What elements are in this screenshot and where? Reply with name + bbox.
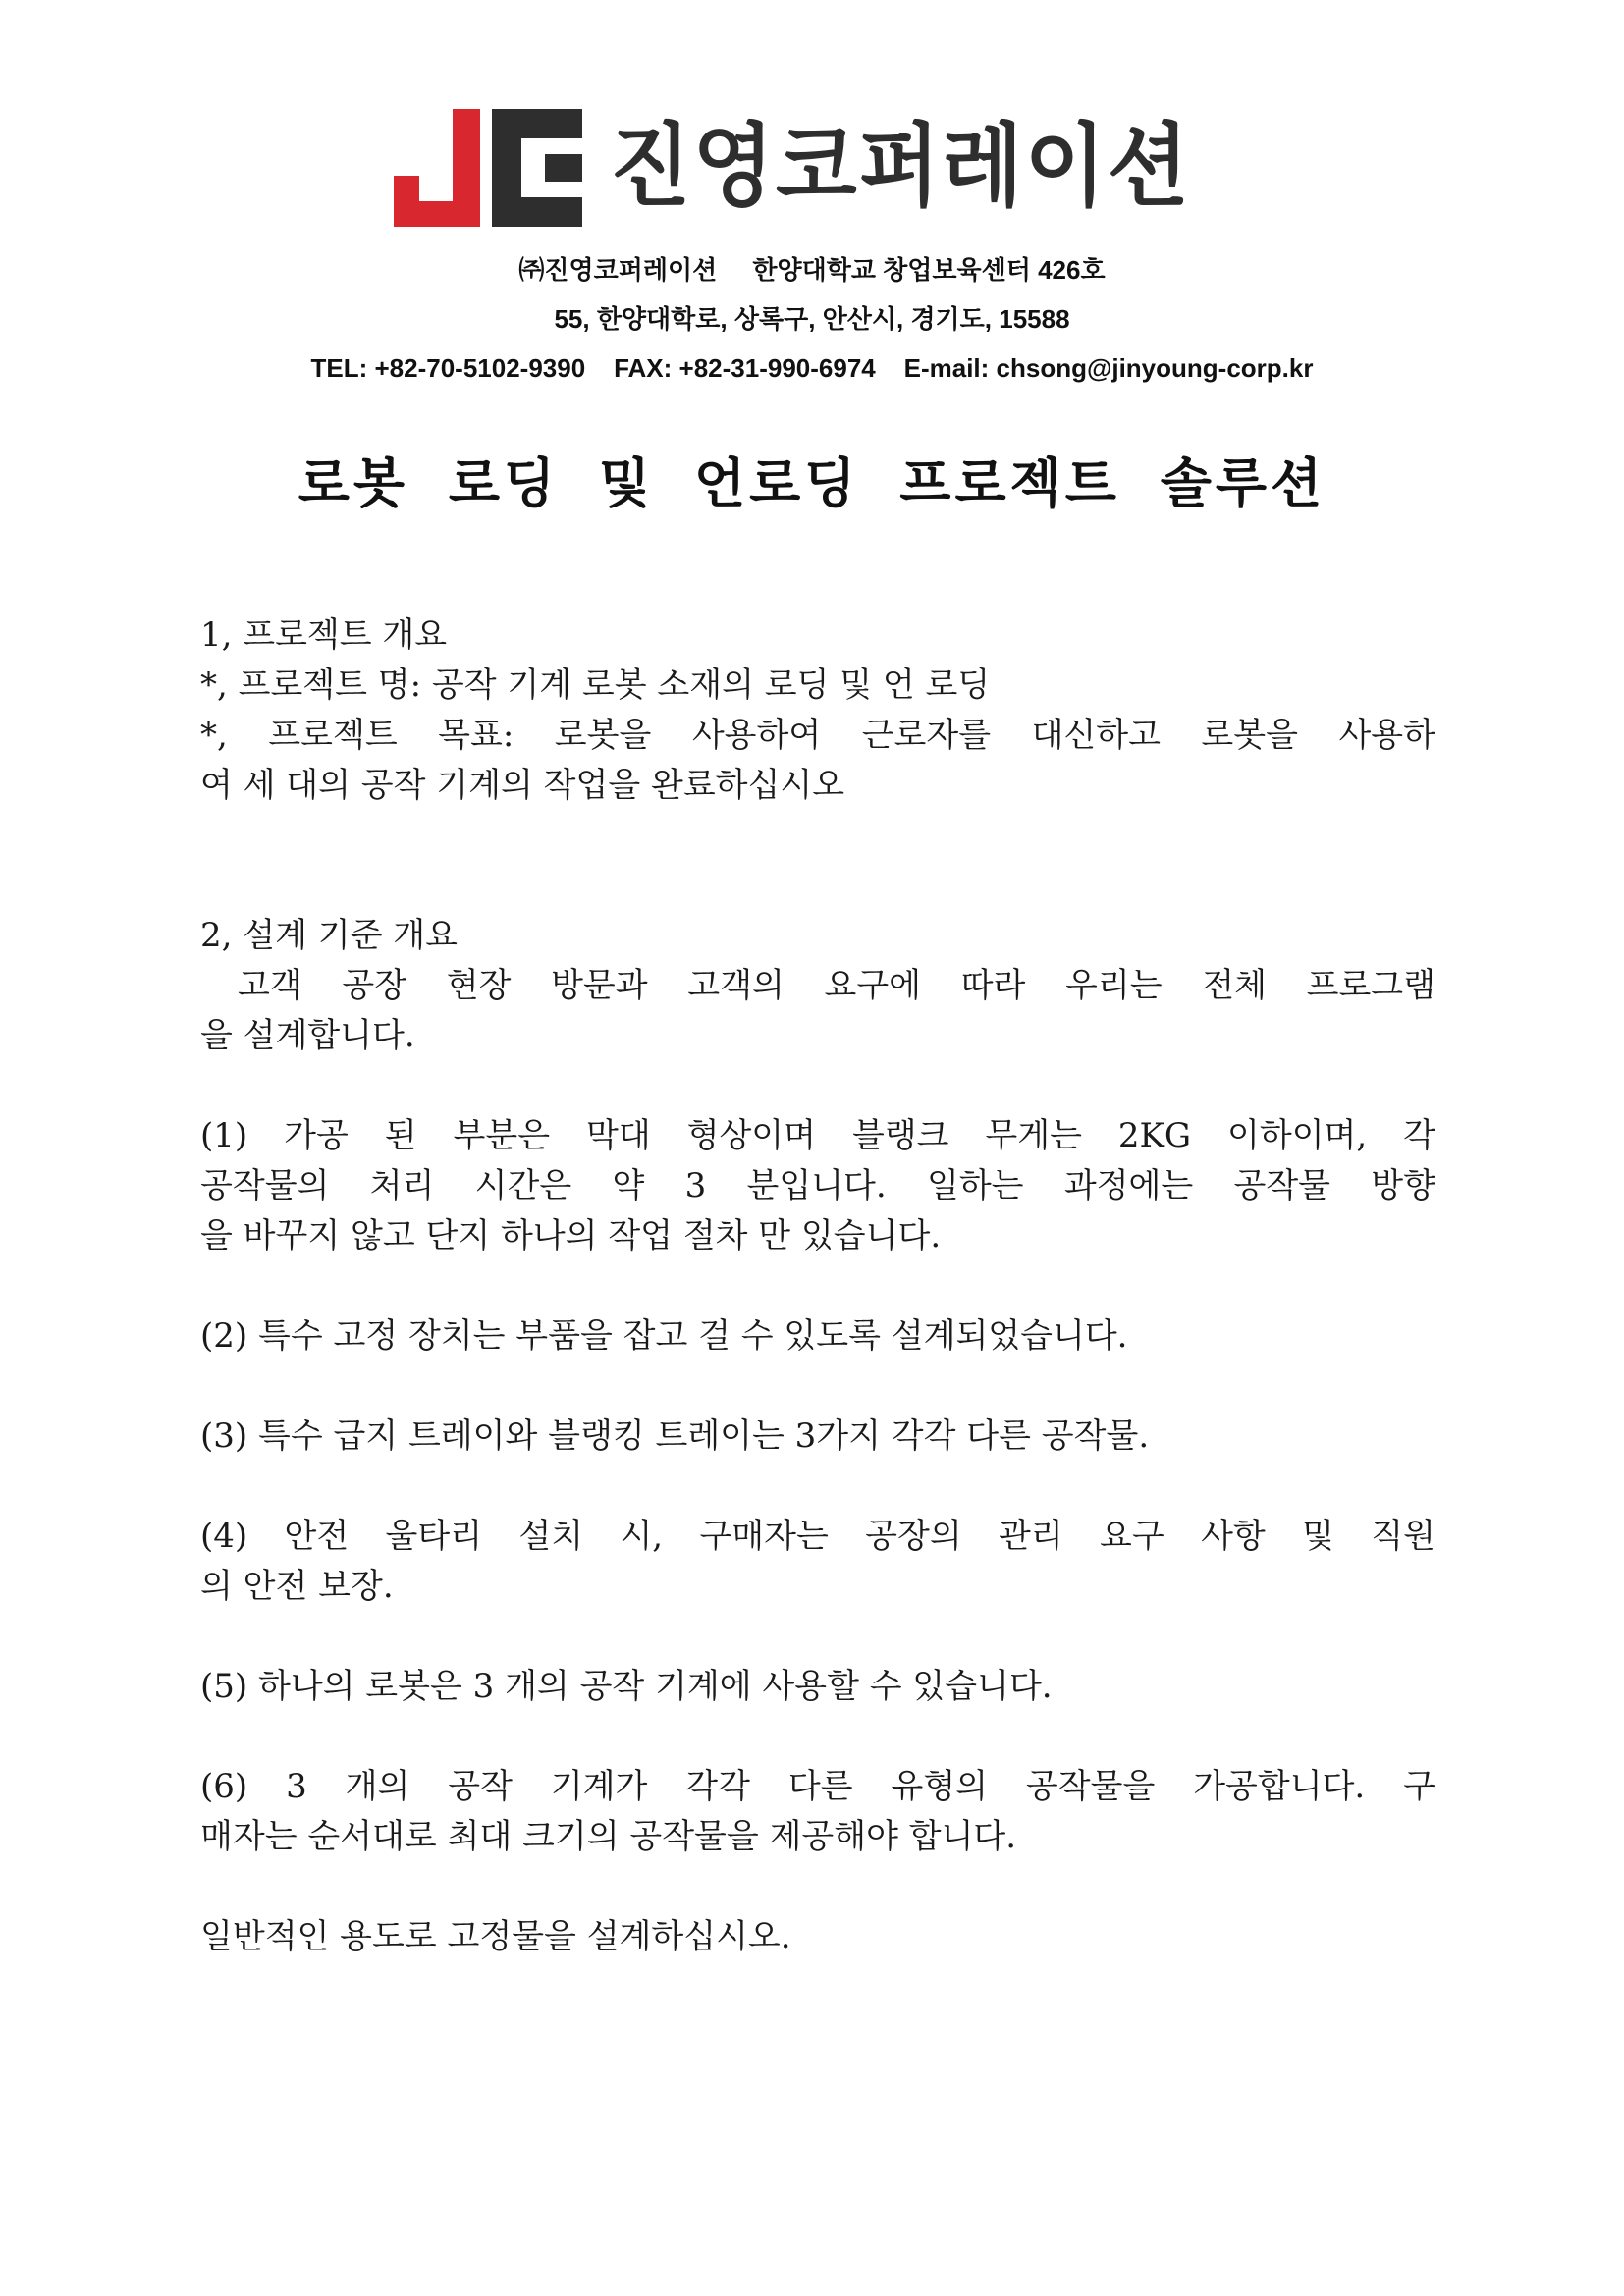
- item6-line-2: 매자는 순서대로 최대 크기의 공작물을 제공해야 합니다.: [200, 1817, 1017, 1856]
- item3: (3) 특수 급지 트레이와 블랭킹 트레이는 3가지 각각 다른 공작물.: [200, 1416, 1150, 1456]
- project-name-line: *, 프로젝트 명: 공작 기계 로봇 소재의 로딩 및 언 로딩: [200, 666, 991, 705]
- item1-line-2: 공작물의 처리 시간은 약 3 분입니다. 일하는 과정에는 공작물 방향: [200, 1166, 1435, 1205]
- project-goal-line-1: *, 프로젝트 목표: 로봇을 사용하여 근로자를 대신하고 로봇을 사용하: [200, 716, 1435, 755]
- address-line-2: 55, 한양대학로, 상록구, 안산시, 경기도, 15588: [554, 304, 1070, 334]
- contact-line: TEL: +82-70-5102-9390 FAX: +82-31-990-6974 E-mail: chsong@jinyoung-corp.kr: [310, 353, 1314, 383]
- item1-line-3: 을 바꾸지 않고 단지 하나의 작업 절차 만 있습니다.: [200, 1216, 942, 1255]
- item4-line-2: 의 안전 보장.: [200, 1567, 394, 1606]
- section2-intro-line-2: 을 설계합니다.: [200, 1016, 415, 1055]
- item4-line-1: (4) 안전 울타리 설치 시, 구매자는 공장의 관리 요구 사항 및 직원: [200, 1517, 1435, 1556]
- item1-line-1: (1) 가공 된 부분은 막대 형상이며 블랭크 무게는 2KG 이하이며, 각: [200, 1116, 1435, 1155]
- item2: (2) 특수 고정 장치는 부품을 잡고 걸 수 있도록 설계되었습니다.: [200, 1316, 1128, 1356]
- section2-intro-line-1: 고객 공장 현장 방문과 고객의 요구에 따라 우리는 전체 프로그램: [238, 966, 1435, 1005]
- closing-line: 일반적인 용도로 고정물을 설계하십시오.: [200, 1917, 791, 1956]
- document-title: 로봇 로딩 및 언로딩 프로젝트 솔루션: [298, 453, 1326, 514]
- address-line-1: ㈜진영코퍼레이션 한양대학교 창업보육센터 426호: [518, 255, 1106, 285]
- section2-heading: 2, 설계 기준 개요: [200, 916, 458, 955]
- logo: [0, 98, 1624, 236]
- letterhead: [0, 98, 1624, 381]
- document-body: [200, 611, 1435, 1962]
- section1-heading: 1, 프로젝트 개요: [200, 615, 448, 655]
- jc-logo-mark: [390, 105, 586, 229]
- project-goal-line-2: 여 세 대의 공작 기계의 작업을 완료하십시오: [200, 766, 845, 805]
- item5: (5) 하나의 로봇은 3 개의 공작 기계에 사용할 수 있습니다.: [200, 1667, 1053, 1706]
- company-name: 진영코퍼레이션: [609, 114, 1191, 219]
- item6-line-1: (6) 3 개의 공작 기계가 각각 다른 유형의 공작물을 가공합니다. 구: [200, 1767, 1435, 1806]
